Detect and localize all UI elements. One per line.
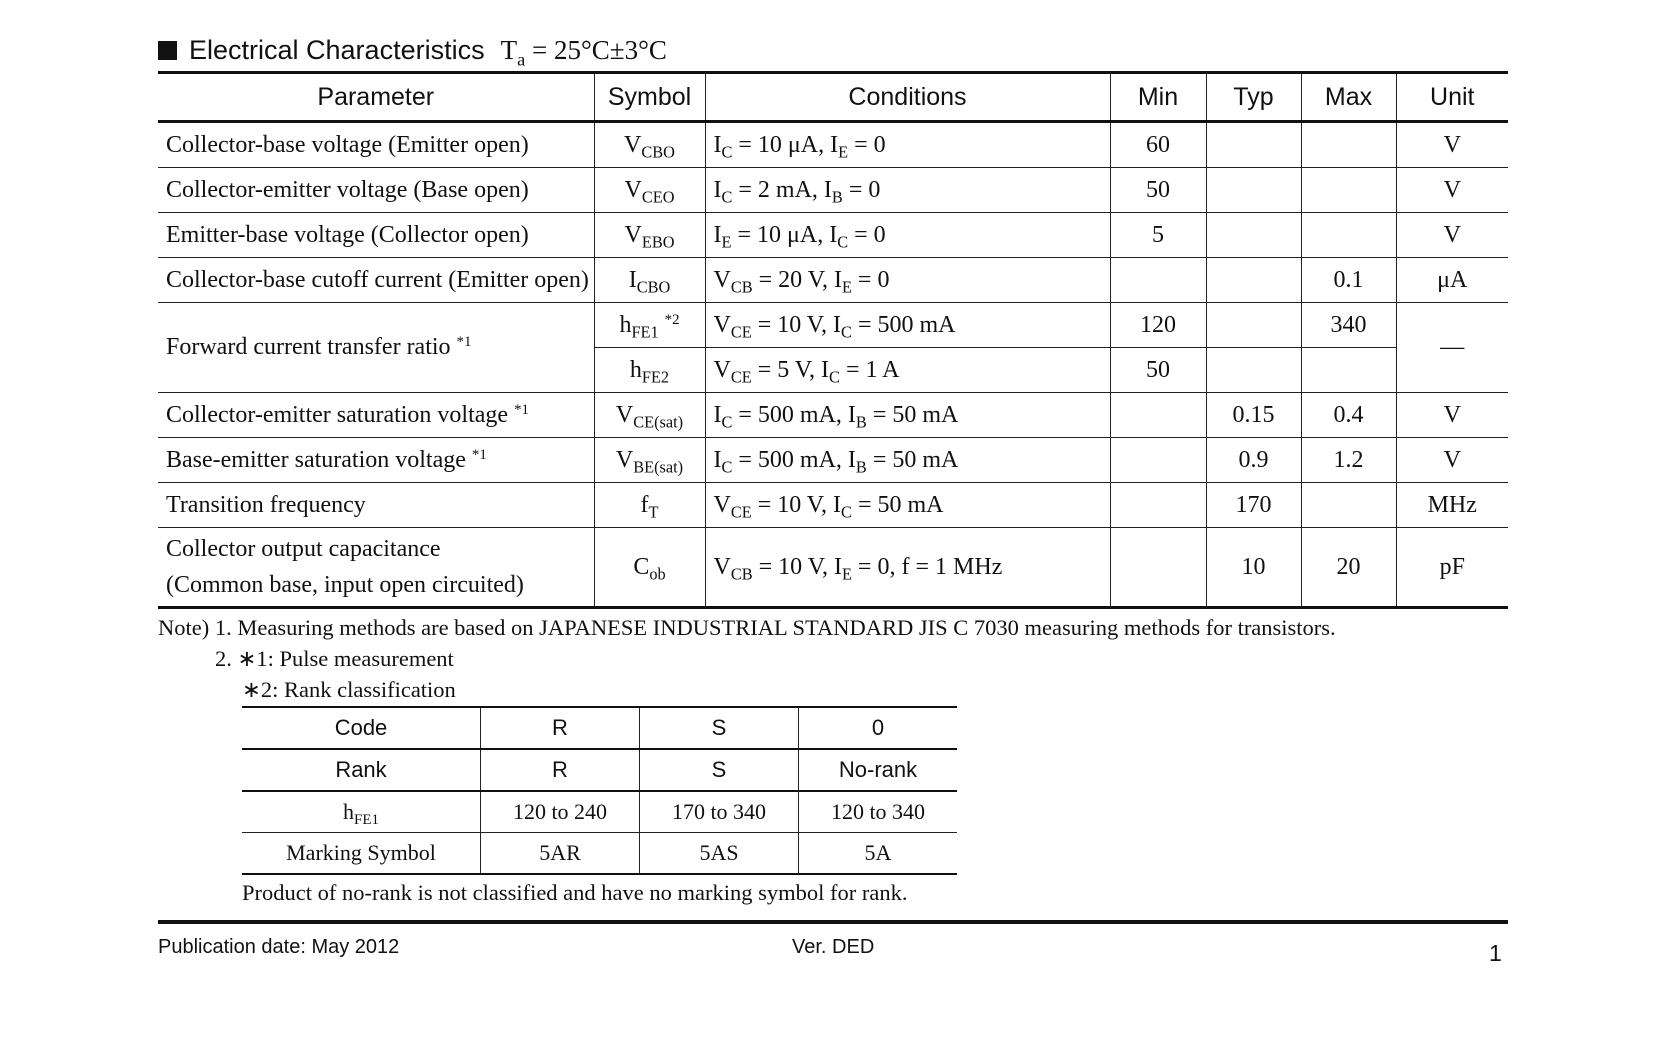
conditions-cell: $I_C = 10$ μA, $I_E = 0$: [705, 122, 1110, 168]
conditions-cell: $V_{CE} = 10$ V, $I_C = 50$ mA: [705, 483, 1110, 528]
hfe1-symbol: $h_{FE1}$ $^{*2}$: [594, 303, 705, 348]
typ-cell: 0.15: [1206, 393, 1301, 438]
hfe-unit: —: [1396, 303, 1508, 393]
typ-cell: [1206, 258, 1301, 303]
rank-value: S: [640, 749, 799, 791]
hfe-range: 120 to 240: [481, 791, 640, 833]
min-cell: [1110, 393, 1206, 438]
conditions-cell: $I_C = 2$ mA, $I_B = 0$: [705, 168, 1110, 213]
code-label: Code: [334, 715, 388, 740]
hfe1-min: 120: [1110, 303, 1206, 348]
electrical-characteristics-table: [158, 71, 1508, 609]
bullet-square-icon: [158, 41, 177, 60]
product-note: Product of no-rank is not classified and have no marking symbol for rank.: [242, 880, 908, 905]
hfe-range: 170 to 340: [640, 791, 799, 833]
note-3: ∗2: Rank classification: [242, 677, 456, 702]
rank-value: No-rank: [799, 749, 958, 791]
min-cell: [1110, 483, 1206, 528]
unit-cell: V: [1396, 393, 1508, 438]
cob-unit: pF: [1396, 528, 1508, 608]
publication-date: Publication date: May 2012: [158, 936, 400, 958]
conditions-cell: $I_E = 10$ μA, $I_C = 0$: [705, 213, 1110, 258]
note-1: Note) 1. Measuring methods are based on JAPANESE INDUSTRIAL STANDARD JIS C 7030 measuring methods for transistors.: [158, 615, 1336, 640]
min-cell: [1110, 438, 1206, 483]
header-parameter: Parameter: [158, 73, 594, 122]
rank-value: R: [481, 749, 640, 791]
typ-cell: 0.9: [1206, 438, 1301, 483]
typ-cell: [1206, 168, 1301, 213]
parameter-cell: Emitter-base voltage (Collector open): [158, 213, 594, 258]
unit-cell: V: [1396, 122, 1508, 168]
min-cell: 60: [1110, 122, 1206, 168]
unit-cell: μA: [1396, 258, 1508, 303]
rank-classification-table: [242, 706, 957, 875]
marking-value: 5AR: [481, 833, 640, 875]
hfe2-min: 50: [1110, 348, 1206, 393]
marking-label: Marking Symbol: [286, 840, 436, 865]
cob-min: [1110, 528, 1206, 608]
typ-cell: [1206, 213, 1301, 258]
rank-label: Rank: [335, 757, 387, 782]
typ-cell: [1206, 122, 1301, 168]
section-title: [158, 30, 667, 70]
hfe1-conditions: $V_{CE} = 10$ V, $I_C = 500$ mA: [705, 303, 1110, 348]
parameter-cell: Collector-base voltage (Emitter open): [158, 122, 594, 168]
table-row: [158, 122, 1508, 168]
code-value: 0: [799, 707, 958, 749]
cob-typ: 10: [1206, 528, 1301, 608]
header-conditions: Conditions: [705, 73, 1110, 122]
parameter-cell: Collector-emitter voltage (Base open): [158, 168, 594, 213]
table-row: [158, 213, 1508, 258]
table-row: [158, 258, 1508, 303]
max-cell: [1301, 213, 1396, 258]
max-cell: [1301, 168, 1396, 213]
max-cell: 0.1: [1301, 258, 1396, 303]
symbol-cell: $I_{CBO}$: [594, 258, 705, 303]
notes: [158, 612, 1336, 705]
version: Ver. DED: [792, 936, 875, 958]
unit-cell: V: [1396, 168, 1508, 213]
rank-hfe-row: [242, 791, 957, 833]
marking-value: 5AS: [640, 833, 799, 875]
cob-max: 20: [1301, 528, 1396, 608]
header-typ: Typ: [1206, 73, 1301, 122]
symbol-cell: $f_T$: [594, 483, 705, 528]
conditions-cell: $V_{CB} = 20$ V, $I_E = 0$: [705, 258, 1110, 303]
hfe2-max: [1301, 348, 1396, 393]
page-number: 1: [1489, 940, 1502, 966]
cob-parameter: Collector output capacitance (Common base, input open circuited): [158, 528, 594, 608]
header-symbol: Symbol: [594, 73, 705, 122]
max-cell: [1301, 122, 1396, 168]
section-title-text: Electrical Characteristics: [189, 34, 485, 65]
max-cell: [1301, 483, 1396, 528]
symbol-cell: $V_{CBO}$: [594, 122, 705, 168]
cob-conditions: $V_{CB} = 10$ V, $I_E = 0$, f = 1 MHz: [705, 528, 1110, 608]
code-value: S: [640, 707, 799, 749]
symbol-cell: $V_{BE(sat)}$: [594, 438, 705, 483]
unit-cell: V: [1396, 438, 1508, 483]
table-row: [158, 483, 1508, 528]
hfe1-max: 340: [1301, 303, 1396, 348]
min-cell: 5: [1110, 213, 1206, 258]
conditions-cell: $I_C = 500$ mA, $I_B = 50$ mA: [705, 438, 1110, 483]
unit-cell: V: [1396, 213, 1508, 258]
table-row: [158, 168, 1508, 213]
footer-rule: [158, 920, 1508, 924]
unit-cell: MHz: [1396, 483, 1508, 528]
table-row-hfe1: [158, 303, 1508, 348]
table-row: [158, 393, 1508, 438]
symbol-cell: $V_{CEO}$: [594, 168, 705, 213]
parameter-cell: Collector-base cutoff current (Emitter open): [158, 258, 594, 303]
hfe2-conditions: $V_{CE} = 5$ V, $I_C = 1$ A: [705, 348, 1110, 393]
cob-symbol: $C_{ob}$: [594, 528, 705, 608]
hfe-parameter: Forward current transfer ratio $^{*1}$: [158, 303, 594, 393]
parameter-cell: Base-emitter saturation voltage $^{*1}$: [158, 438, 594, 483]
conditions-cell: $I_C = 500$ mA, $I_B = 50$ mA: [705, 393, 1110, 438]
table-header-row: [158, 73, 1508, 122]
parameter-cell: Collector-emitter saturation voltage $^{*1}$: [158, 393, 594, 438]
hfe-range: 120 to 340: [799, 791, 958, 833]
min-cell: [1110, 258, 1206, 303]
hfe2-symbol: $h_{FE2}$: [594, 348, 705, 393]
min-cell: 50: [1110, 168, 1206, 213]
rank-code-row: [242, 707, 957, 749]
hfe1-typ: [1206, 303, 1301, 348]
symbol-cell: $V_{CE(sat)}$: [594, 393, 705, 438]
header-max: Max: [1301, 73, 1396, 122]
table-row: [158, 438, 1508, 483]
hfe2-typ: [1206, 348, 1301, 393]
max-cell: 0.4: [1301, 393, 1396, 438]
hfe-label: $h_{FE1}$: [343, 799, 379, 829]
symbol-cell: $V_{EBO}$: [594, 213, 705, 258]
header-unit: Unit: [1396, 73, 1508, 122]
typ-cell: 170: [1206, 483, 1301, 528]
rank-row: [242, 749, 957, 791]
marking-value: 5A: [799, 833, 958, 875]
note-2: 2. ∗1: Pulse measurement: [215, 646, 454, 671]
rank-marking-row: [242, 833, 957, 875]
code-value: R: [481, 707, 640, 749]
table-row-cob: [158, 528, 1508, 608]
section-condition: $T_a = 25^\circ C\pm 3^\circ C$: [500, 34, 667, 69]
parameter-cell: Transition frequency: [158, 483, 594, 528]
max-cell: 1.2: [1301, 438, 1396, 483]
header-min: Min: [1110, 73, 1206, 122]
